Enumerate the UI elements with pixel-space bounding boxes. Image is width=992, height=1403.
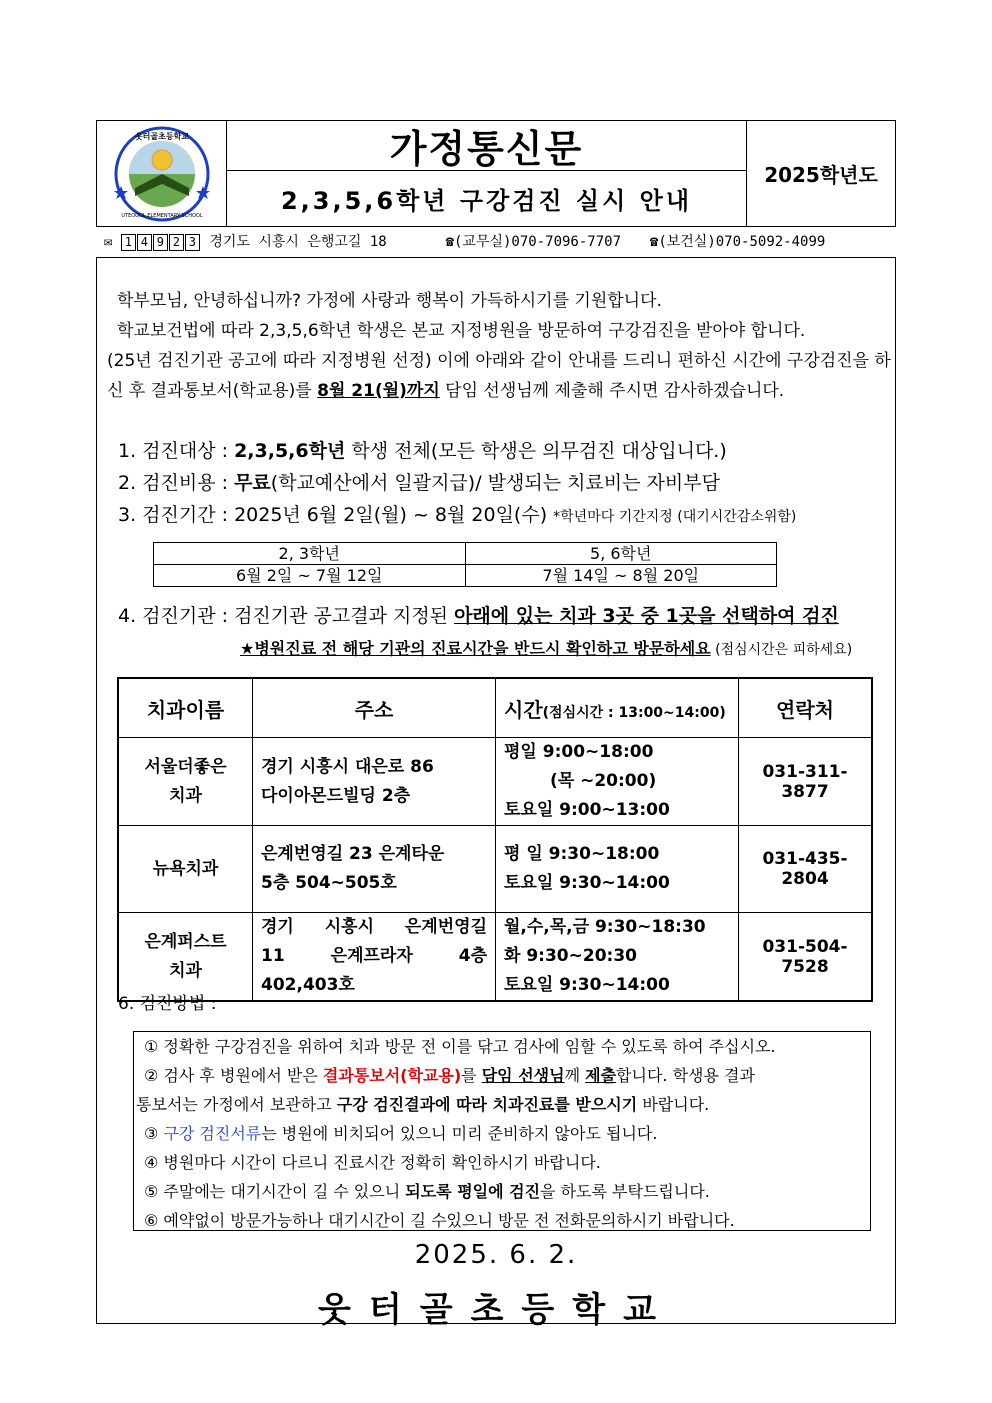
method-text: 는 병원에 비치되어 있으니 미리 준비하지 않아도 됩니다. xyxy=(261,1124,658,1143)
address-line: 11 은계프라자 4층 xyxy=(261,946,487,966)
clinic-address xyxy=(253,738,496,826)
notice-date: 2025. 6. 2. xyxy=(414,1240,578,1270)
method-text: ⑤ 주말에는 대기시간이 길 수 있으니 xyxy=(144,1182,406,1201)
item-label: 1. 검진대상 : xyxy=(118,440,235,462)
clinic-phone: 031-311-3877 xyxy=(739,738,873,826)
period-value: 7월 14일 ~ 8월 20일 xyxy=(465,565,777,587)
header-box xyxy=(96,120,896,227)
result-report: 결과통보서(학교용) xyxy=(322,1066,462,1085)
method-line-4 xyxy=(144,1119,657,1148)
col-header-phone: 연락처 xyxy=(739,678,873,738)
item-bold: 무료 xyxy=(234,472,271,494)
method-bold: 되도록 평일에 검진 xyxy=(405,1182,541,1201)
intro-line-1: 학부모님, 안녕하십니까? 가정에 사랑과 행복이 가득하시기를 기원합니다. xyxy=(117,291,662,311)
clinic-hours xyxy=(496,826,739,913)
page-subtitle: 2,3,5,6학년 구강검진 실시 안내 xyxy=(280,187,693,215)
zip-digit: 3 xyxy=(185,234,200,251)
item-label: 4. 검진기관 : 검진기관 공고결과 지정된 xyxy=(118,605,455,627)
method-text: ② 검사 후 병원에서 받은 xyxy=(144,1066,323,1085)
period-header: 2, 3학년 xyxy=(154,543,466,565)
clinic-name-line: 치과 xyxy=(169,960,202,981)
item-bold: 2,3,5,6학년 xyxy=(234,440,346,462)
period-note: *학년마다 기간지정 (대기시간감소위함) xyxy=(553,509,797,525)
address-line: 5층 504~505호 xyxy=(261,873,397,893)
method-text: 합니다. 학생용 결과 xyxy=(616,1066,755,1085)
clinic-name-line: 치과 xyxy=(169,785,202,806)
title-cell xyxy=(227,121,747,226)
item-period xyxy=(118,499,796,533)
hours-line: (목 ~20:00) xyxy=(550,771,657,791)
phone-health: ☎(보건실)070-5092-4099 xyxy=(649,234,826,250)
mail-icon: ✉ xyxy=(104,234,113,250)
period-table xyxy=(153,542,777,587)
hours-line: 토요일 9:30~14:00 xyxy=(504,975,670,995)
item-text: 학생 전체(모든 학생은 의무검진 대상입니다.) xyxy=(345,440,727,462)
intro-line-4 xyxy=(107,376,784,406)
clinic-name-line: 서울더좋은 xyxy=(144,756,227,777)
homeroom-teacher: 담임 선생님 xyxy=(481,1066,565,1085)
item-label: 2. 검진비용 : xyxy=(118,472,235,494)
hours-line: 월,수,목,금 9:30~18:30 xyxy=(504,917,706,937)
method-line-5: ④ 병원마다 시간이 다르니 진료시간 정확히 확인하시기 바랍니다. xyxy=(144,1153,601,1172)
zip-digit: 2 xyxy=(169,234,184,251)
intro-line-3: (25년 검진기관 공고에 따라 지정병원 선정) 이에 아래와 같이 안내를 드리니 편하신 시간에 구강검진을 하 xyxy=(107,351,891,371)
address-line xyxy=(104,231,894,253)
submit: 제출 xyxy=(585,1066,617,1085)
clinic-address xyxy=(253,826,496,913)
period-header: 5, 6학년 xyxy=(465,543,777,565)
school-logo xyxy=(107,124,217,224)
intro-line-2: 학교보건법에 따라 2,3,5,6학년 학생은 본교 지정병원을 방문하여 구강검진을 받아야 합니다. xyxy=(117,321,806,341)
address-line: 경기 시흥시 은계번영길 xyxy=(261,917,487,937)
method-bold: 구강 검진결과에 따라 치과진료를 받으시기 xyxy=(336,1095,638,1114)
method-line-3 xyxy=(136,1090,709,1119)
method-box xyxy=(133,1031,871,1231)
item-cost xyxy=(118,467,720,499)
table-row xyxy=(118,913,872,1002)
hours-line: 토요일 9:00~13:00 xyxy=(504,800,670,820)
col-header-time xyxy=(496,678,739,738)
page-title: 가정통신문 xyxy=(227,121,746,171)
method-line-6 xyxy=(144,1177,710,1206)
method-text: 통보서는 가정에서 보관하고 xyxy=(136,1095,337,1114)
method-blue: 구강 검진서류 xyxy=(163,1124,262,1143)
clinic-name-line: 은계퍼스트 xyxy=(144,931,227,952)
table-row xyxy=(118,738,872,826)
time-header-note: (점심시간 : 13:00~14:00) xyxy=(542,704,726,721)
clinic-address xyxy=(253,913,496,1002)
method-text: 께 xyxy=(564,1066,586,1085)
clinic-name xyxy=(118,913,253,1002)
clinic-hours xyxy=(496,738,739,826)
intro-text: 담임 선생님께 제출해 주시면 감사하겠습니다. xyxy=(439,381,785,401)
zip-digit: 9 xyxy=(153,234,168,251)
col-header-address: 주소 xyxy=(253,678,496,738)
address-line: 경기 시흥시 대은로 86 xyxy=(261,756,434,777)
visit-notice xyxy=(240,636,852,659)
clinic-table xyxy=(117,677,873,1002)
item-method: 6. 검진방법 : xyxy=(118,994,217,1014)
notice-bold: ★병원진료 전 해당 기관의 진료시간을 반드시 확인하고 방문하세요 xyxy=(240,639,711,658)
method-text: 을 하도록 부탁드립니다. xyxy=(540,1182,710,1201)
item-label: 3. 검진기간 : 2025년 6월 2일(월) ~ 8월 20일(수) xyxy=(118,504,554,526)
deadline: 8월 21(월)까지 xyxy=(317,381,440,401)
table-row xyxy=(118,826,872,913)
item-bold: 아래에 있는 치과 3곳 중 1곳을 선택하여 검진 xyxy=(454,605,839,627)
item-text: (학교예산에서 일괄지급)/ 발생되는 치료비는 자비부담 xyxy=(270,472,720,494)
item-target xyxy=(118,435,727,467)
clinic-phone: 031-435-2804 xyxy=(739,826,873,913)
hours-line: 화 9:30~20:30 xyxy=(504,946,637,966)
hours-line: 토요일 9:30~14:00 xyxy=(504,873,670,893)
hours-line: 평일 9:00~18:00 xyxy=(504,742,654,762)
time-header: 시간 xyxy=(504,697,543,722)
address-line: 다이아몬드빌딩 2층 xyxy=(261,785,411,806)
period-value: 6월 2일 ~ 7월 12일 xyxy=(154,565,466,587)
address-line: 402,403호 xyxy=(261,975,355,995)
school-name: 웃터골초등학교 xyxy=(318,1290,674,1330)
method-line-2 xyxy=(144,1061,755,1090)
clinic-hours xyxy=(496,913,739,1002)
phone-office: ☎(교무실)070-7096-7707 xyxy=(445,234,622,250)
clinic-phone: 031-504-7528 xyxy=(739,913,873,1002)
col-header-name: 치과이름 xyxy=(118,678,253,738)
logo-cell xyxy=(97,121,227,226)
zip-digit: 4 xyxy=(137,234,152,251)
hours-line: 평 일 9:30~18:00 xyxy=(504,844,660,864)
address-line: 은계번영길 23 은계타운 xyxy=(261,844,445,864)
school-year: 2025학년도 xyxy=(764,163,878,187)
street-address: 경기도 시흥시 은행고길 18 xyxy=(209,234,387,250)
zip-digit: 1 xyxy=(121,234,136,251)
item-institution xyxy=(118,600,839,632)
intro-text: 신 후 결과통보서(학교용)를 xyxy=(107,381,318,401)
logo-text-en: UTEOGOL ELEMENTARY SCHOOL xyxy=(121,213,203,219)
method-line-1: ① 정확한 구강검진을 위하여 치과 방문 전 이를 닦고 검사에 임할 수 있도록 하여 주십시오. xyxy=(144,1037,776,1056)
clinic-name xyxy=(118,738,253,826)
method-text: 바랍니다. xyxy=(637,1095,710,1114)
method-text: 를 xyxy=(461,1066,482,1085)
method-text: ③ xyxy=(144,1124,164,1143)
notice-small: (점심시간은 피하세요) xyxy=(710,642,853,658)
clinic-name-line: 뉴욕치과 xyxy=(152,858,219,879)
logo-text: 웃터골초등학교 xyxy=(134,132,190,141)
method-line-7: ⑥ 예약없이 방문가능하나 대기시간이 길 수있으니 방문 전 전화문의하시기 바랍니다. xyxy=(144,1211,735,1230)
clinic-name xyxy=(118,826,253,913)
